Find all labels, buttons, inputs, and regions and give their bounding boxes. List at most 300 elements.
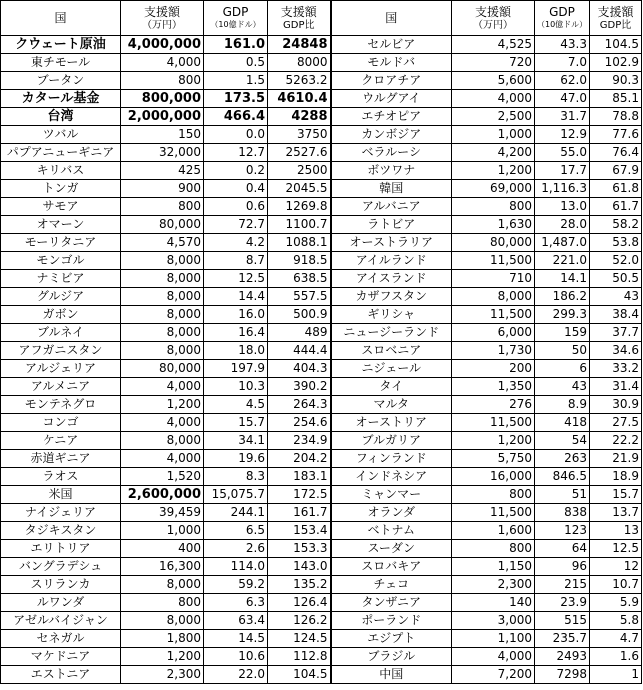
ratio-cell: 1088.1 [268,234,331,252]
aid-cell: 80,000 [121,360,204,378]
ratio-cell: 12.5 [590,540,642,558]
country-cell: ウルグアイ [331,90,452,108]
ratio-cell: 112.8 [268,648,331,666]
country-cell: ボツワナ [331,162,452,180]
gdp-cell: 186.2 [535,288,590,306]
gdp-cell: 55.0 [535,144,590,162]
country-cell: オマーン [1,216,121,234]
gdp-cell: 62.0 [535,72,590,90]
country-cell: バングラデシュ [1,558,121,576]
ratio-cell: 53.8 [590,234,642,252]
table-row [1,144,642,162]
country-cell: アゼルバイジャン [1,612,121,630]
country-cell: オーストリア [331,414,452,432]
table-row [1,198,642,216]
table-row [1,630,642,648]
ratio-cell: 500.9 [268,306,331,324]
ratio-cell: 557.5 [268,288,331,306]
country-cell: 中国 [331,666,452,684]
ratio-cell: 1100.7 [268,216,331,234]
gdp-cell: 17.7 [535,162,590,180]
ratio-cell: 61.8 [590,180,642,198]
table-row [1,36,642,54]
ratio-cell: 126.4 [268,594,331,612]
country-cell: パプアニューギニア [1,144,121,162]
ratio-cell: 78.8 [590,108,642,126]
table-row [1,486,642,504]
country-cell: スーダン [331,540,452,558]
table-row [1,288,642,306]
gdp-cell: 235.7 [535,630,590,648]
aid-cell: 39,459 [121,504,204,522]
gdp-cell: 1.5 [204,72,268,90]
ratio-cell: 12 [590,558,642,576]
aid-cell: 2,300 [121,666,204,684]
country-cell: エチオピア [331,108,452,126]
country-cell: ギリシャ [331,306,452,324]
gdp-cell: 10.6 [204,648,268,666]
header-row [1,1,642,36]
gdp-cell: 838 [535,504,590,522]
table-row [1,378,642,396]
aid-cell: 800 [121,594,204,612]
ratio-cell: 37.7 [590,324,642,342]
header-gdp-right: GDP （10億ドル） [535,1,590,36]
country-cell: ブータン [1,72,121,90]
aid-cell: 8,000 [121,432,204,450]
aid-cell: 4,000 [121,414,204,432]
aid-cell: 1,200 [452,432,535,450]
aid-cell: 8,000 [121,342,204,360]
gdp-cell: 15,075.7 [204,486,268,504]
gdp-cell: 1,116.3 [535,180,590,198]
ratio-cell: 234.9 [268,432,331,450]
ratio-cell: 50.5 [590,270,642,288]
table-row [1,396,642,414]
table-row [1,432,642,450]
aid-cell: 150 [121,126,204,144]
gdp-cell: 13.0 [535,198,590,216]
aid-cell: 1,100 [452,630,535,648]
country-cell: モンゴル [1,252,121,270]
country-cell: チェコ [331,576,452,594]
table-row [1,162,642,180]
ratio-cell: 15.7 [590,486,642,504]
aid-cell: 800 [121,72,204,90]
aid-cell: 1,520 [121,468,204,486]
aid-cell: 11,500 [452,414,535,432]
table-row [1,270,642,288]
aid-cell: 8,000 [121,324,204,342]
table-row [1,234,642,252]
ratio-cell: 8000 [268,54,331,72]
table-row [1,576,642,594]
country-cell: ナミビア [1,270,121,288]
gdp-cell: 6.3 [204,594,268,612]
table-row [1,612,642,630]
gdp-cell: 59.2 [204,576,268,594]
header-country-right: 国 [331,1,452,36]
ratio-cell: 5263.2 [268,72,331,90]
aid-cell: 1,350 [452,378,535,396]
ratio-cell: 126.2 [268,612,331,630]
ratio-cell: 390.2 [268,378,331,396]
ratio-cell: 183.1 [268,468,331,486]
ratio-cell: 67.9 [590,162,642,180]
country-cell: 台湾 [1,108,121,126]
gdp-cell: 846.5 [535,468,590,486]
country-cell: サモア [1,198,121,216]
aid-cell: 5,750 [452,450,535,468]
aid-cell: 8,000 [121,270,204,288]
gdp-cell: 12.9 [535,126,590,144]
country-cell: オランダ [331,504,452,522]
header-ratio-left: 支援額 GDP比 [268,1,331,36]
ratio-cell: 5.9 [590,594,642,612]
aid-cell: 8,000 [121,576,204,594]
country-cell: ブラジル [331,648,452,666]
country-cell: アイスランド [331,270,452,288]
gdp-cell: 418 [535,414,590,432]
ratio-cell: 153.3 [268,540,331,558]
gdp-cell: 4.2 [204,234,268,252]
ratio-cell: 3750 [268,126,331,144]
country-cell: マケドニア [1,648,121,666]
country-cell: ラオス [1,468,121,486]
ratio-cell: 61.7 [590,198,642,216]
gdp-cell: 54 [535,432,590,450]
gdp-cell: 6 [535,360,590,378]
aid-cell: 11,500 [452,306,535,324]
ratio-cell: 104.5 [590,36,642,54]
header-aid-left: 支援額 （万円） [121,1,204,36]
aid-cell: 1,730 [452,342,535,360]
ratio-cell: 13 [590,522,642,540]
table-row [1,342,642,360]
country-cell: セルビア [331,36,452,54]
country-cell: アルバニア [331,198,452,216]
gdp-cell: 123 [535,522,590,540]
ratio-cell: 52.0 [590,252,642,270]
country-cell: カンボジア [331,126,452,144]
aid-cell: 4,525 [452,36,535,54]
gdp-cell: 72.7 [204,216,268,234]
country-cell: ケニア [1,432,121,450]
ratio-cell: 30.9 [590,396,642,414]
ratio-cell: 102.9 [590,54,642,72]
gdp-cell: 16.0 [204,306,268,324]
aid-cell: 5,600 [452,72,535,90]
country-cell: トンガ [1,180,121,198]
country-cell: アイルランド [331,252,452,270]
country-cell: ニュージーランド [331,324,452,342]
aid-cell: 11,500 [452,252,535,270]
country-cell: クウェート原油 [1,36,121,54]
aid-cell: 4,570 [121,234,204,252]
country-cell: マルタ [331,396,452,414]
country-cell: 赤道ギニア [1,450,121,468]
country-cell: オーストラリア [331,234,452,252]
country-cell: フィンランド [331,450,452,468]
ratio-cell: 31.4 [590,378,642,396]
table-row [1,180,642,198]
aid-cell: 140 [452,594,535,612]
aid-cell: 4,000 [452,648,535,666]
ratio-cell: 104.5 [268,666,331,684]
aid-cell: 1,000 [121,522,204,540]
ratio-cell: 24848 [268,36,331,54]
gdp-cell: 22.0 [204,666,268,684]
country-cell: ルワンダ [1,594,121,612]
gdp-cell: 14.1 [535,270,590,288]
table-row [1,468,642,486]
gdp-cell: 8.9 [535,396,590,414]
ratio-cell: 153.4 [268,522,331,540]
country-cell: スロベニア [331,342,452,360]
country-cell: ベトナム [331,522,452,540]
ratio-cell: 2045.5 [268,180,331,198]
ratio-cell: 33.2 [590,360,642,378]
ratio-cell: 4288 [268,108,331,126]
aid-cell: 400 [121,540,204,558]
aid-cell: 7,200 [452,666,535,684]
gdp-cell: 8.3 [204,468,268,486]
aid-cell: 4,000,000 [121,36,204,54]
aid-cell: 8,000 [121,306,204,324]
gdp-cell: 7298 [535,666,590,684]
gdp-cell: 1,487.0 [535,234,590,252]
country-cell: ラトビア [331,216,452,234]
table-row [1,558,642,576]
country-cell: ナイジェリア [1,504,121,522]
ratio-cell: 58.2 [590,216,642,234]
gdp-cell: 0.0 [204,126,268,144]
country-cell: アフガニスタン [1,342,121,360]
aid-cell: 2,300 [452,576,535,594]
aid-cell: 1,000 [452,126,535,144]
ratio-cell: 2500 [268,162,331,180]
aid-cell: 4,000 [121,54,204,72]
country-cell: スリランカ [1,576,121,594]
gdp-cell: 6.5 [204,522,268,540]
country-cell: モーリタニア [1,234,121,252]
ratio-cell: 90.3 [590,72,642,90]
ratio-cell: 76.4 [590,144,642,162]
ratio-cell: 10.7 [590,576,642,594]
country-cell: ミャンマー [331,486,452,504]
table-row [1,360,642,378]
gdp-cell: 34.1 [204,432,268,450]
aid-cell: 1,800 [121,630,204,648]
country-cell: エリトリア [1,540,121,558]
gdp-cell: 161.0 [204,36,268,54]
gdp-cell: 16.4 [204,324,268,342]
ratio-cell: 22.2 [590,432,642,450]
ratio-cell: 4610.4 [268,90,331,108]
gdp-cell: 0.4 [204,180,268,198]
gdp-cell: 114.0 [204,558,268,576]
aid-cell: 4,000 [452,90,535,108]
ratio-cell: 13.7 [590,504,642,522]
table-row [1,252,642,270]
ratio-cell: 1.6 [590,648,642,666]
aid-cell: 1,200 [121,396,204,414]
gdp-cell: 96 [535,558,590,576]
aid-cell: 11,500 [452,504,535,522]
gdp-cell: 43 [535,378,590,396]
table-row [1,54,642,72]
ratio-cell: 489 [268,324,331,342]
country-cell: モルドバ [331,54,452,72]
gdp-cell: 159 [535,324,590,342]
aid-cell: 800 [452,540,535,558]
gdp-cell: 14.5 [204,630,268,648]
ratio-cell: 264.3 [268,396,331,414]
ratio-cell: 254.6 [268,414,331,432]
country-cell: セネガル [1,630,121,648]
aid-cell: 32,000 [121,144,204,162]
aid-cell: 8,000 [121,288,204,306]
gdp-cell: 466.4 [204,108,268,126]
table-row [1,324,642,342]
aid-cell: 8,000 [121,612,204,630]
ratio-cell: 77.6 [590,126,642,144]
table-row [1,108,642,126]
gdp-cell: 12.5 [204,270,268,288]
ratio-cell: 444.4 [268,342,331,360]
table-row [1,306,642,324]
gdp-cell: 51 [535,486,590,504]
table-row [1,90,642,108]
table-row [1,594,642,612]
aid-cell: 800,000 [121,90,204,108]
country-cell: アルジェリア [1,360,121,378]
header-aid-right: 支援額 （万円） [452,1,535,36]
country-cell: グルジア [1,288,121,306]
aid-cell: 8,000 [452,288,535,306]
country-cell: カザフスタン [331,288,452,306]
country-cell: タイ [331,378,452,396]
country-cell: インドネシア [331,468,452,486]
country-cell: スロバキア [331,558,452,576]
aid-cell: 800 [452,198,535,216]
country-cell: ニジェール [331,360,452,378]
table-body [1,36,642,684]
gdp-cell: 299.3 [535,306,590,324]
ratio-cell: 918.5 [268,252,331,270]
gdp-cell: 2493 [535,648,590,666]
gdp-cell: 19.6 [204,450,268,468]
aid-cell: 2,500 [452,108,535,126]
aid-cell: 4,200 [452,144,535,162]
table-row [1,522,642,540]
aid-cell: 2,600,000 [121,486,204,504]
header-gdp-left: GDP （10億ドル） [204,1,268,36]
gdp-cell: 64 [535,540,590,558]
ratio-cell: 135.2 [268,576,331,594]
ratio-cell: 85.1 [590,90,642,108]
ratio-cell: 124.5 [268,630,331,648]
table-row [1,72,642,90]
table-row [1,450,642,468]
aid-cell: 900 [121,180,204,198]
aid-cell: 80,000 [121,216,204,234]
gdp-cell: 10.3 [204,378,268,396]
country-cell: 韓国 [331,180,452,198]
gdp-cell: 263 [535,450,590,468]
country-cell: カタール基金 [1,90,121,108]
gdp-cell: 43.3 [535,36,590,54]
country-cell: ポーランド [331,612,452,630]
aid-cell: 1,630 [452,216,535,234]
aid-cell: 276 [452,396,535,414]
ratio-cell: 204.2 [268,450,331,468]
table-row [1,666,642,684]
ratio-cell: 161.7 [268,504,331,522]
aid-cell: 6,000 [452,324,535,342]
gdp-cell: 8.7 [204,252,268,270]
ratio-cell: 5.8 [590,612,642,630]
gdp-cell: 173.5 [204,90,268,108]
aid-cell: 2,000,000 [121,108,204,126]
table-row [1,648,642,666]
gdp-cell: 23.9 [535,594,590,612]
gdp-cell: 31.7 [535,108,590,126]
ratio-cell: 2527.6 [268,144,331,162]
gdp-cell: 0.6 [204,198,268,216]
country-cell: クロアチア [331,72,452,90]
ratio-cell: 34.6 [590,342,642,360]
country-cell: ガボン [1,306,121,324]
gdp-cell: 7.0 [535,54,590,72]
country-cell: モンテネグロ [1,396,121,414]
aid-cell: 1,200 [121,648,204,666]
gdp-cell: 63.4 [204,612,268,630]
gdp-cell: 15.7 [204,414,268,432]
aid-cell: 800 [452,486,535,504]
gdp-cell: 515 [535,612,590,630]
gdp-cell: 197.9 [204,360,268,378]
country-cell: ツバル [1,126,121,144]
gdp-cell: 14.4 [204,288,268,306]
ratio-cell: 172.5 [268,486,331,504]
aid-cell: 200 [452,360,535,378]
ratio-cell: 638.5 [268,270,331,288]
gdp-cell: 0.2 [204,162,268,180]
country-cell: タンザニア [331,594,452,612]
header-ratio-right: 支援額 GDP比 [590,1,642,36]
country-cell: アルメニア [1,378,121,396]
ratio-cell: 18.9 [590,468,642,486]
gdp-cell: 244.1 [204,504,268,522]
ratio-cell: 38.4 [590,306,642,324]
aid-cell: 69,000 [452,180,535,198]
aid-cell: 710 [452,270,535,288]
gdp-cell: 50 [535,342,590,360]
ratio-cell: 1269.8 [268,198,331,216]
country-cell: エストニア [1,666,121,684]
gdp-cell: 0.5 [204,54,268,72]
aid-cell: 80,000 [452,234,535,252]
ratio-cell: 4.7 [590,630,642,648]
ratio-cell: 21.9 [590,450,642,468]
table-row [1,216,642,234]
header-country-left: 国 [1,1,121,36]
table-row [1,414,642,432]
country-cell: キリバス [1,162,121,180]
aid-cell: 1,200 [452,162,535,180]
aid-cell: 16,300 [121,558,204,576]
